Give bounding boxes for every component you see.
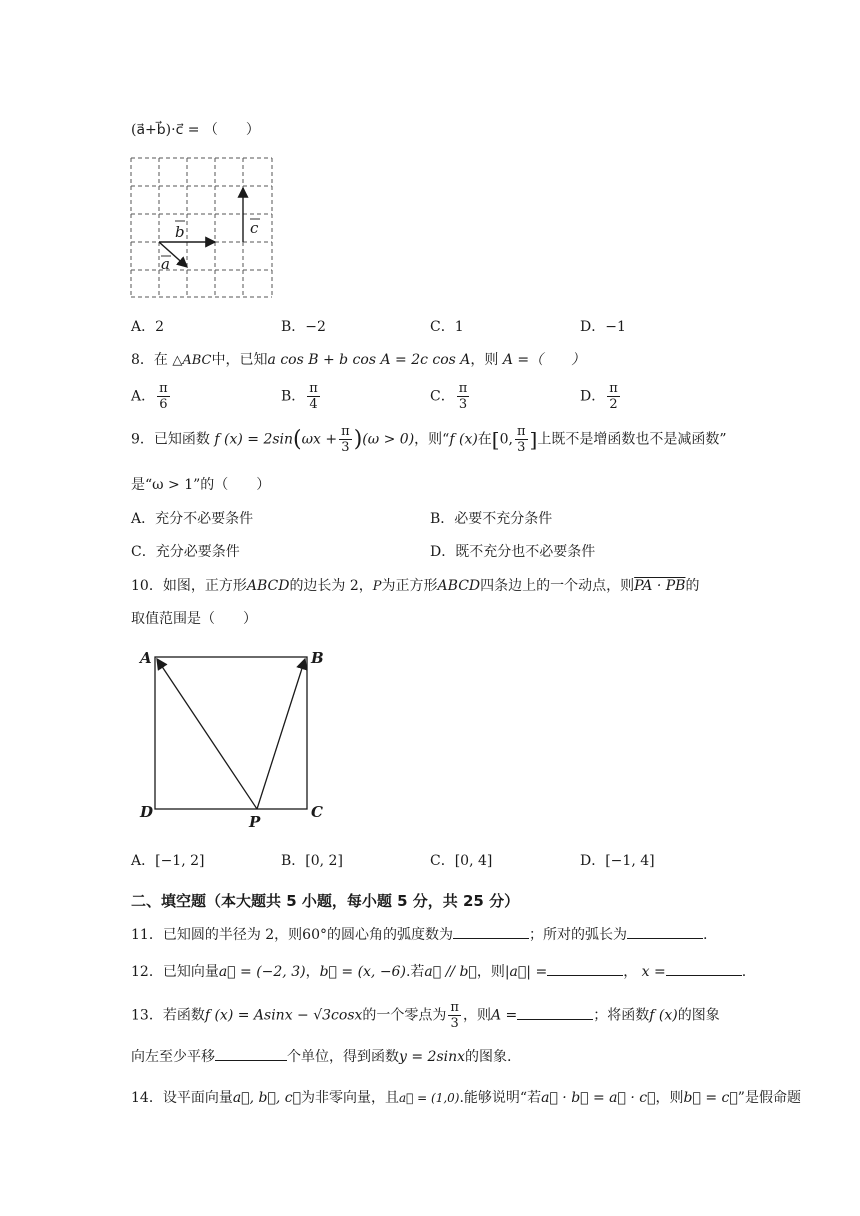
vector-b-label: b: [175, 223, 185, 241]
label-d: D: [140, 803, 154, 821]
q11-stem: 11．已知圆的半径为 2，则60°的圆心角的弧度数为 ；所对的弧长为 .: [131, 924, 707, 944]
q10-option-b: B．[0, 2]: [281, 853, 343, 869]
q9-option-c: C．充分必要条件: [131, 544, 240, 560]
q7-option-c: C．1: [430, 319, 464, 335]
q14-stem: 14．设平面向量a⃗, b⃗, c⃗为非零向量，且a⃗ = (1,0).能够说明“若a⃗ · b⃗ = a⃗ · c⃗，则b⃗ = c⃗”是假命题: [131, 1090, 801, 1106]
q12-stem: 12．已知向量a⃗ = (−2, 3)，b⃗ = (x, −6).若a⃗ // b⃗，则|a⃗| = ， x = .: [131, 961, 746, 981]
q8-stem: 8．在 △ABC中，已知a cos B + b cos A = 2c cos A，则 A =（ ）: [131, 352, 586, 368]
q10-option-d: D．[−1, 4]: [580, 853, 655, 869]
q8-option-c: C． $\frac{\pi}{3}$: [430, 381, 468, 412]
q7-option-a: A．2: [131, 319, 165, 335]
label-a: A: [140, 649, 152, 667]
label-b: B: [311, 649, 324, 667]
q13-blank-1[interactable]: [517, 1005, 593, 1020]
q12-blank-1[interactable]: [547, 961, 623, 976]
q13-stem-line1: 13．若函数f (x) = Asinx − √3cosx的一个零点为 $\frac{\pi}{3}$ ，则A = ；将函数f (x)的图象: [131, 1000, 720, 1031]
q9-stem-line2: 是“ω > 1”的（ ）: [131, 477, 271, 493]
section-2-heading: 二、填空题（本大题共 5 小题，每小题 5 分，共 25 分）: [131, 892, 520, 910]
q8-option-a: A． $\frac{\pi}{6}$: [131, 381, 168, 412]
label-p: P: [249, 813, 261, 830]
q9-option-a: A．充分不必要条件: [131, 511, 254, 527]
q7-stem: (a⃗+b⃗)·c⃗ = （ ）: [131, 122, 260, 138]
q10-square-figure: [136, 645, 332, 830]
q10-stem-line2: 取值范围是（ ）: [131, 611, 257, 627]
q10-option-a: A．[−1, 2]: [131, 853, 205, 869]
vector-c-label: c: [250, 219, 259, 237]
vector-a-label: a: [161, 255, 170, 273]
vector-pa-arrow: [157, 659, 257, 809]
q9-stem-line1: 9．已知函数 f (x) = 2sin(ωx + $\frac{\pi}{3}$ )(ω > 0)，则“f (x)在[0, $\frac{\pi}{3}$ ]上既不是增函数也不是减函数”: [131, 424, 727, 455]
q9-option-d: D．既不充分也不必要条件: [430, 544, 596, 560]
q9-option-b: B．必要不充分条件: [430, 511, 553, 527]
label-c: C: [311, 803, 323, 821]
q10-option-c: C．[0, 4]: [430, 853, 493, 869]
q11-blank-2[interactable]: [627, 924, 703, 939]
q8-option-b: B． $\frac{\pi}{4}$: [281, 381, 318, 412]
q7-grid-figure: [130, 157, 273, 298]
q11-blank-1[interactable]: [453, 924, 529, 939]
vector-pb-arrow: [257, 659, 305, 809]
q8-option-d: D． $\frac{\pi}{2}$: [580, 381, 618, 412]
q7-option-d: D．−1: [580, 319, 626, 335]
q10-stem-line1: 10．如图，正方形ABCD的边长为 2，P为正方形ABCD四条边上的一个动点，则PA · PB的: [131, 578, 700, 594]
q13-stem-line2: 向左至少平移 个单位，得到函数y = 2sinx的图象.: [131, 1046, 511, 1066]
q13-blank-2[interactable]: [215, 1046, 287, 1061]
q12-blank-2[interactable]: [666, 961, 742, 976]
q7-option-b: B．−2: [281, 319, 326, 335]
